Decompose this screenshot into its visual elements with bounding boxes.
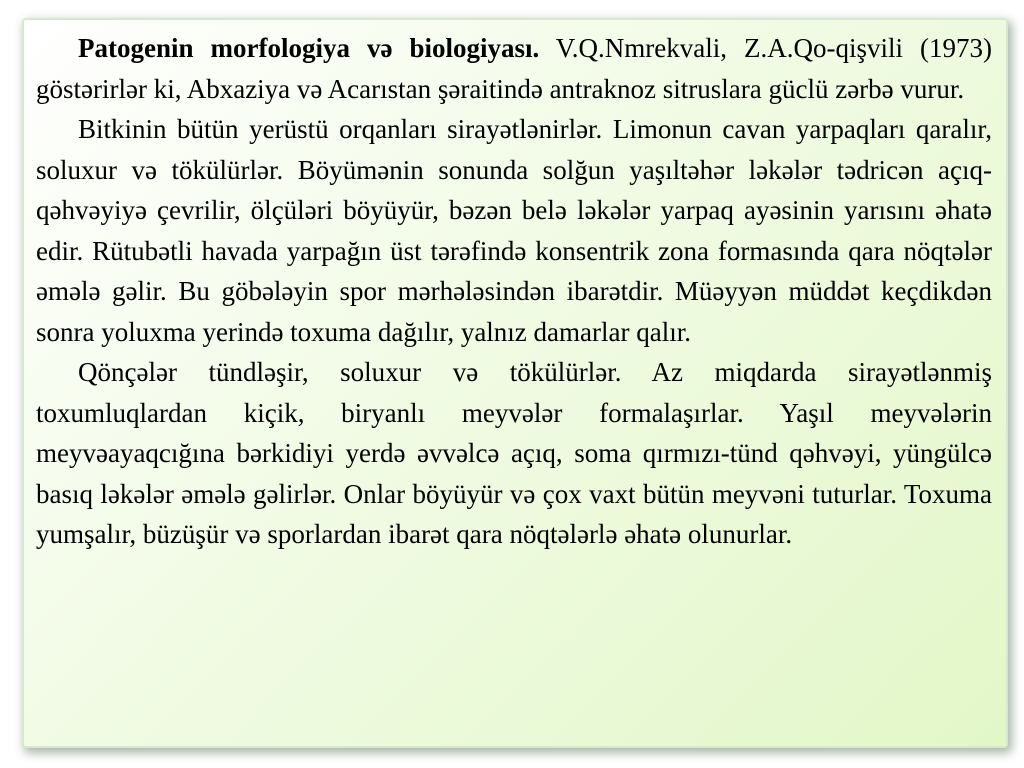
section-heading: Patogenin morfologiya və biologiyası. — [78, 33, 540, 63]
paragraph-1 — [36, 28, 992, 109]
paragraph-3: Qönçələr tündləşir, soluxur və tökülürlər. Az miqdarda sirayətlənmiş toxumluqlardan kiçik, biryanlı meyvələr formalaşırlar. Yaşıl meyvələrin meyvəayaqcığına bərkidiyi yerdə əvvəlcə açıq, soma qırmızı-tünd qəhvəyi, yüngülcə basıq ləkələr əmələ gəlirlər. Onlar böyüyür və çox vaxt bütün meyvəni tuturlar. Toxuma yumşalır, büzüşür və sporlardan ibarət qara nöqtələrlə əhatə olunurlar. — [36, 357, 992, 549]
paragraph-2: Bitkinin bütün yerüstü orqanları sirayətlənirlər. Limonun cavan yarpaqları qaralır, soluxur və tökülürlər. Böyümənin sonunda solğun yaşıltəhər ləkələr tədricən açıq-qəhvəyiyə çevrilir, ölçüləri böyüyür, bəzən belə ləkələr yarpaq ayəsinin yarısını əhatə edir. Rütubətli havada yarpağın üst tərəfində konsentrik zona formasında qara nöqtələr əmələ gəlir. Bu göbələyin spor mərhələsindən ibarətdir. Müəyyən müddət keçdikdən sonra yoluxma yerində toxuma dağılır, yalnız damarlar qalır. — [36, 114, 992, 347]
paragraph-1-text: V.Q.Nmrekvali, Z.A.Qo-qişvili (1973) göstərirlər ki, Abxaziya və Acarıstan şəraitində antraknoz sitruslara güclü zərbə vurur. — [36, 33, 992, 104]
text-panel — [24, 20, 1006, 746]
